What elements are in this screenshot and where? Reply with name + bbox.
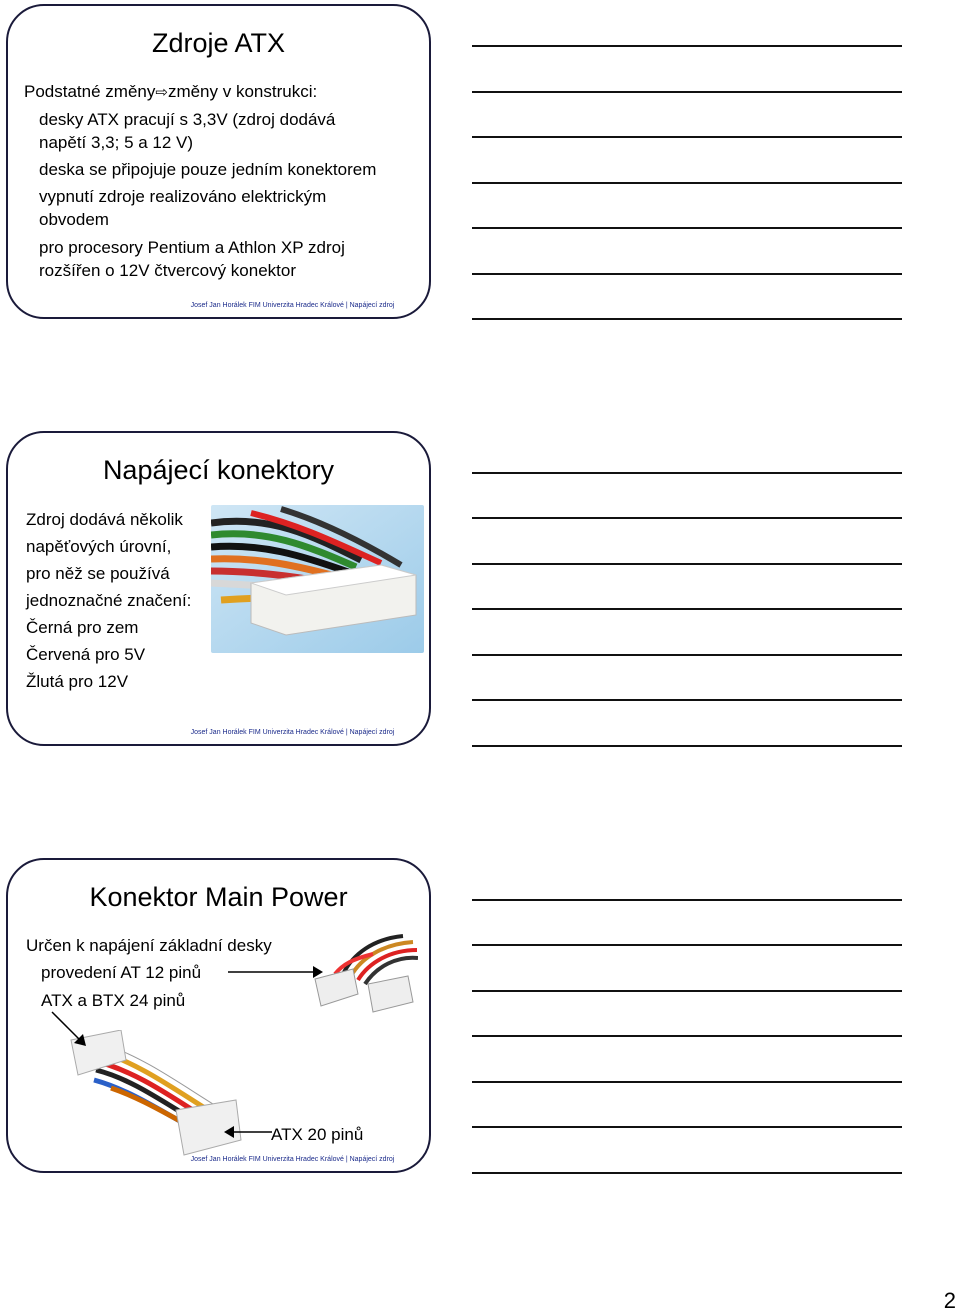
bullet-line: vypnutí zdroje realizováno elektrickým [39,187,327,206]
text-line: pro něž se používá [26,564,170,583]
note-line [472,1126,902,1128]
note-line [472,227,902,229]
connector-photo [211,505,424,653]
slide-2-title: Napájecí konektory [102,455,335,485]
bullet-line: rozšířen o 12V čtvercový konektor [39,261,297,280]
at-connector-photo [313,934,418,1029]
slide-1-intro [24,79,317,105]
note-line [472,136,902,138]
slide-footer: Josef Jan Horálek FIM Univerzita Hradec Králové | Napájecí zdroj [190,1156,395,1163]
note-line [472,654,902,656]
atx20-connector-photo [66,1030,246,1160]
at-connector-image [313,934,418,1029]
atx20-connector-image [66,1030,246,1160]
bullet-line: deska se připojuje pouze jedním konektorem [39,160,377,179]
note-line [472,1172,902,1174]
note-line [472,899,902,901]
text-line: Červená pro 5V [26,645,146,664]
note-line [472,472,902,474]
text-line: ATX a BTX 24 pinů [41,991,186,1010]
text-line: Žlutá pro 12V [26,672,129,691]
text-line: napěťových úrovní, [26,537,172,556]
slide-1 [6,4,431,319]
bullet-line: pro procesory Pentium a Athlon XP zdroj [39,238,345,257]
slide-footer: Josef Jan Horálek FIM Univerzita Hradec Králové | Napájecí zdroj [190,302,395,309]
arrow-to-at-connector [228,965,323,979]
bullet-line: obvodem [39,210,109,229]
note-line [472,1035,902,1037]
bullet-line: napětí 3,3; 5 a 12 V) [39,133,194,152]
outline-right-arrow-icon: ⇨ [155,84,168,101]
note-line [472,990,902,992]
arrow-to-atx20-connector [224,1125,272,1139]
slide-3-title: Konektor Main Power [89,882,348,912]
text-line: jednoznačné značení: [26,591,192,610]
atx-connector-image [211,505,424,653]
note-line [472,699,902,701]
note-line [472,318,902,320]
bullet-line: desky ATX pracují s 3,3V (zdroj dodává [39,110,336,129]
note-line [472,745,902,747]
text-line: Zdroj dodává několik [26,510,183,529]
text-line: Určen k napájení základní desky [26,936,272,955]
note-line [472,1081,902,1083]
slide-1-title: Zdroje ATX [151,28,286,58]
page-number: 2 [943,1288,956,1313]
atx20-caption: ATX 20 pinů [271,1125,364,1144]
slide-3 [6,858,431,1173]
intro-part-a: Podstatné změny [24,82,156,101]
intro-part-b: změny v konstrukci: [167,82,318,101]
note-line [472,608,902,610]
note-line [472,273,902,275]
text-line: provedení AT 12 pinů [41,963,202,982]
note-line [472,91,902,93]
note-line [472,517,902,519]
arrow-to-atx-connector [50,1010,90,1050]
slide-footer: Josef Jan Horálek FIM Univerzita Hradec Králové | Napájecí zdroj [190,729,395,736]
text-line: Černá pro zem [26,618,139,637]
slide-2 [6,431,431,746]
note-line [472,45,902,47]
note-line [472,182,902,184]
note-line [472,563,902,565]
note-line [472,944,902,946]
